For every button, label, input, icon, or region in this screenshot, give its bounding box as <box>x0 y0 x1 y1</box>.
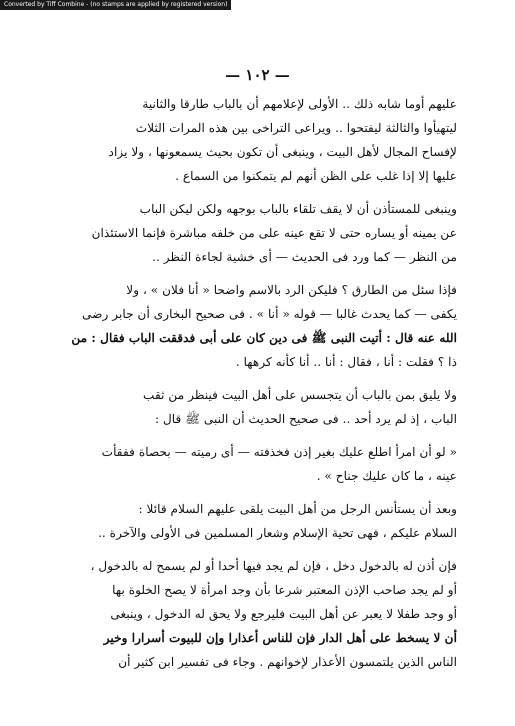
paragraph-door-position <box>62 197 457 269</box>
text-line: عن يمينه أو يساره حتى لا تقع عينه على من خلفه مباشرة فإنما الاستئذان <box>91 226 457 240</box>
converter-banner: Converted by Tiff Combine - (no stamps are applied by registered version) <box>0 0 231 10</box>
text-line: أو لم يجد صاحب الإذن المعتبر شرعا بأن وجد امرأة لا يصح الخلوة بها <box>112 583 457 597</box>
text-line: وينبغى للمستأذن أن لا يقف تلقاء بالباب بوجهه ولكن ليكن الباب <box>139 202 457 216</box>
text-line: الله عنه قال : أتيت النبى ﷺ فى دين كان على أبى فدققت الباب فقال : من <box>71 331 457 345</box>
text-line: أن لا يسخط على أهل الدار فإن للناس أعذارا وإن للبيوت أسرارا وخير <box>103 631 457 645</box>
text-line: فإن أذن له بالدخول دخل ، فإن لم يجد فيها أحدا أو لم يسمح له بالدخول ، <box>90 559 457 573</box>
paragraph-no-spying <box>62 383 457 431</box>
text-line: « لو أن امرأ اطلع عليك بغير إذن فخذفته — أى رميته — بحصاة ففقأت <box>101 445 457 459</box>
text-line: عليها إلا إذا غلب على الظن أنهم لم يتمكنوا من السماع . <box>175 169 457 183</box>
text-line: وبعد أن يستأنس الرجل من أهل البيت يلقى عليهم السلام قائلا : <box>138 502 457 516</box>
text-line: الناس الذين يلتمسون الأعذار لإخوانهم . وجاء فى تفسير ابن كثير أن <box>118 655 457 669</box>
text-line: عينه ، ما كان عليك جناح » . <box>316 469 457 483</box>
text-line: ولا يليق بمن بالباب أن يتجسس على أهل البيت فينظر من ثقب <box>143 388 457 402</box>
paragraph-name-answer <box>62 278 457 374</box>
paragraph-hadith-quote <box>62 440 457 488</box>
page-number: — ١٠٢ — <box>225 66 290 84</box>
text-line: ذا ؟ فقلت : أنا ، فقال : أنا .. أنا كأنه كرهها . <box>235 355 457 369</box>
text-line: عليهم أوما شابه ذلك .. الأولى لإعلامهم أن بالباب طارقا والثانية <box>142 97 457 111</box>
text-line: أو وجد طفلا لا يعبر عن أهل البيت فليرجع ولا يحق له الدخول ، وينبغى <box>110 607 457 621</box>
body-text <box>62 92 457 683</box>
text-line: ليتهيأوا والثالثة ليفتحوا .. ويراعى التراخى بين هذه المرات الثلاث <box>135 121 457 135</box>
paragraph-entry-permission <box>62 554 457 674</box>
paragraph-knocking-thrice <box>62 92 457 188</box>
text-line: السلام عليكم ، فهى تحية الإسلام وشعار المسلمين فى الأولى والآخرة .. <box>98 526 457 540</box>
text-line: فإذا سئل من الطارق ؟ فليكن الرد بالاسم واضحا « أنا فلان » ، ولا <box>126 283 457 297</box>
text-line: يكفى — كما يحدث غالبا — قوله « أنا » . فى صحيح البخارى أن جابر رضى <box>82 307 457 321</box>
text-line: من النظر — كما ورد فى الحديث — أى خشية لجاءة النظر .. <box>152 250 457 264</box>
text-line: الباب ، إذ لم يرد أحد .. فى صحيح الحديث أن النبى ﷺ قال : <box>154 412 457 426</box>
paragraph-greeting <box>62 497 457 545</box>
text-line: لإفساح المجال لأهل البيت ، وينبغى أن تكون بحيث يسمعونها ، ولا يزاد <box>108 145 457 159</box>
